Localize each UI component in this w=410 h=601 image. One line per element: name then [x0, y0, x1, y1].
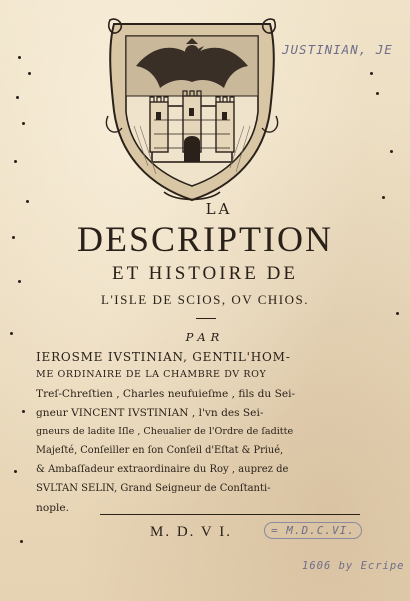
ink-speck [22, 410, 25, 413]
title-isle: L'ISLE DE SCIOS, OV CHIOS. [101, 292, 309, 307]
author-line-5: gneurs de ladite Iſle , Cheualier de l'Ordre de ſaditte [36, 426, 294, 437]
author-line-6: Majeſté, Conſeiller en ſon Conſeil d'Eſtat & Priué, [36, 445, 284, 456]
ink-speck [14, 160, 17, 163]
author-line-7: & Ambaſſadeur extraordinaire du Roy , auprez de [36, 464, 289, 475]
ink-speck [26, 200, 29, 203]
ink-speck [22, 122, 25, 125]
coat-of-arms-emblem [104, 16, 280, 206]
author-line-4: gneur VINCENT IVSTINIAN , l'vn des Sei- [36, 407, 264, 419]
par-label: PAR [185, 330, 225, 344]
author-line-8: SVLTAN SELIN, Grand Seigneur de Conſtanti- [36, 483, 271, 494]
ink-speck [10, 332, 13, 335]
ink-speck [28, 72, 31, 75]
handwritten-bottom-note: 1606 by Ecripe [302, 560, 405, 572]
divider-rule-long [100, 514, 360, 515]
ink-speck [12, 236, 15, 239]
ink-speck [16, 96, 19, 99]
ink-speck [382, 196, 385, 199]
author-line-2: ME ORDINAIRE DE LA CHAMBRE DV ROY [36, 369, 267, 380]
ink-speck [20, 540, 23, 543]
handwritten-author-note: JUSTINIAN, JE [282, 42, 393, 57]
author-line-3: Treſ-Chreſtien , Charles neufuieſme , fils du Sei- [36, 388, 296, 400]
title-description: DESCRIPTION [76, 219, 334, 259]
title-la: LA [205, 200, 233, 218]
divider-rule [196, 318, 216, 319]
ink-speck [14, 470, 17, 473]
publication-date: M. D. V I. [150, 524, 232, 540]
title-histoire: ET HISTOIRE DE [112, 263, 298, 284]
ink-speck [376, 92, 379, 95]
author-line-9: nople. [36, 502, 70, 514]
ink-speck [396, 312, 399, 315]
author-line-1: IEROSME IVSTINIAN, GENTIL'HOM- [36, 350, 291, 364]
ink-speck [370, 72, 373, 75]
ink-speck [390, 150, 393, 153]
ink-speck [18, 280, 21, 283]
handwritten-date-note: = M.D.C.VI. [264, 522, 362, 539]
ink-speck [18, 56, 21, 59]
